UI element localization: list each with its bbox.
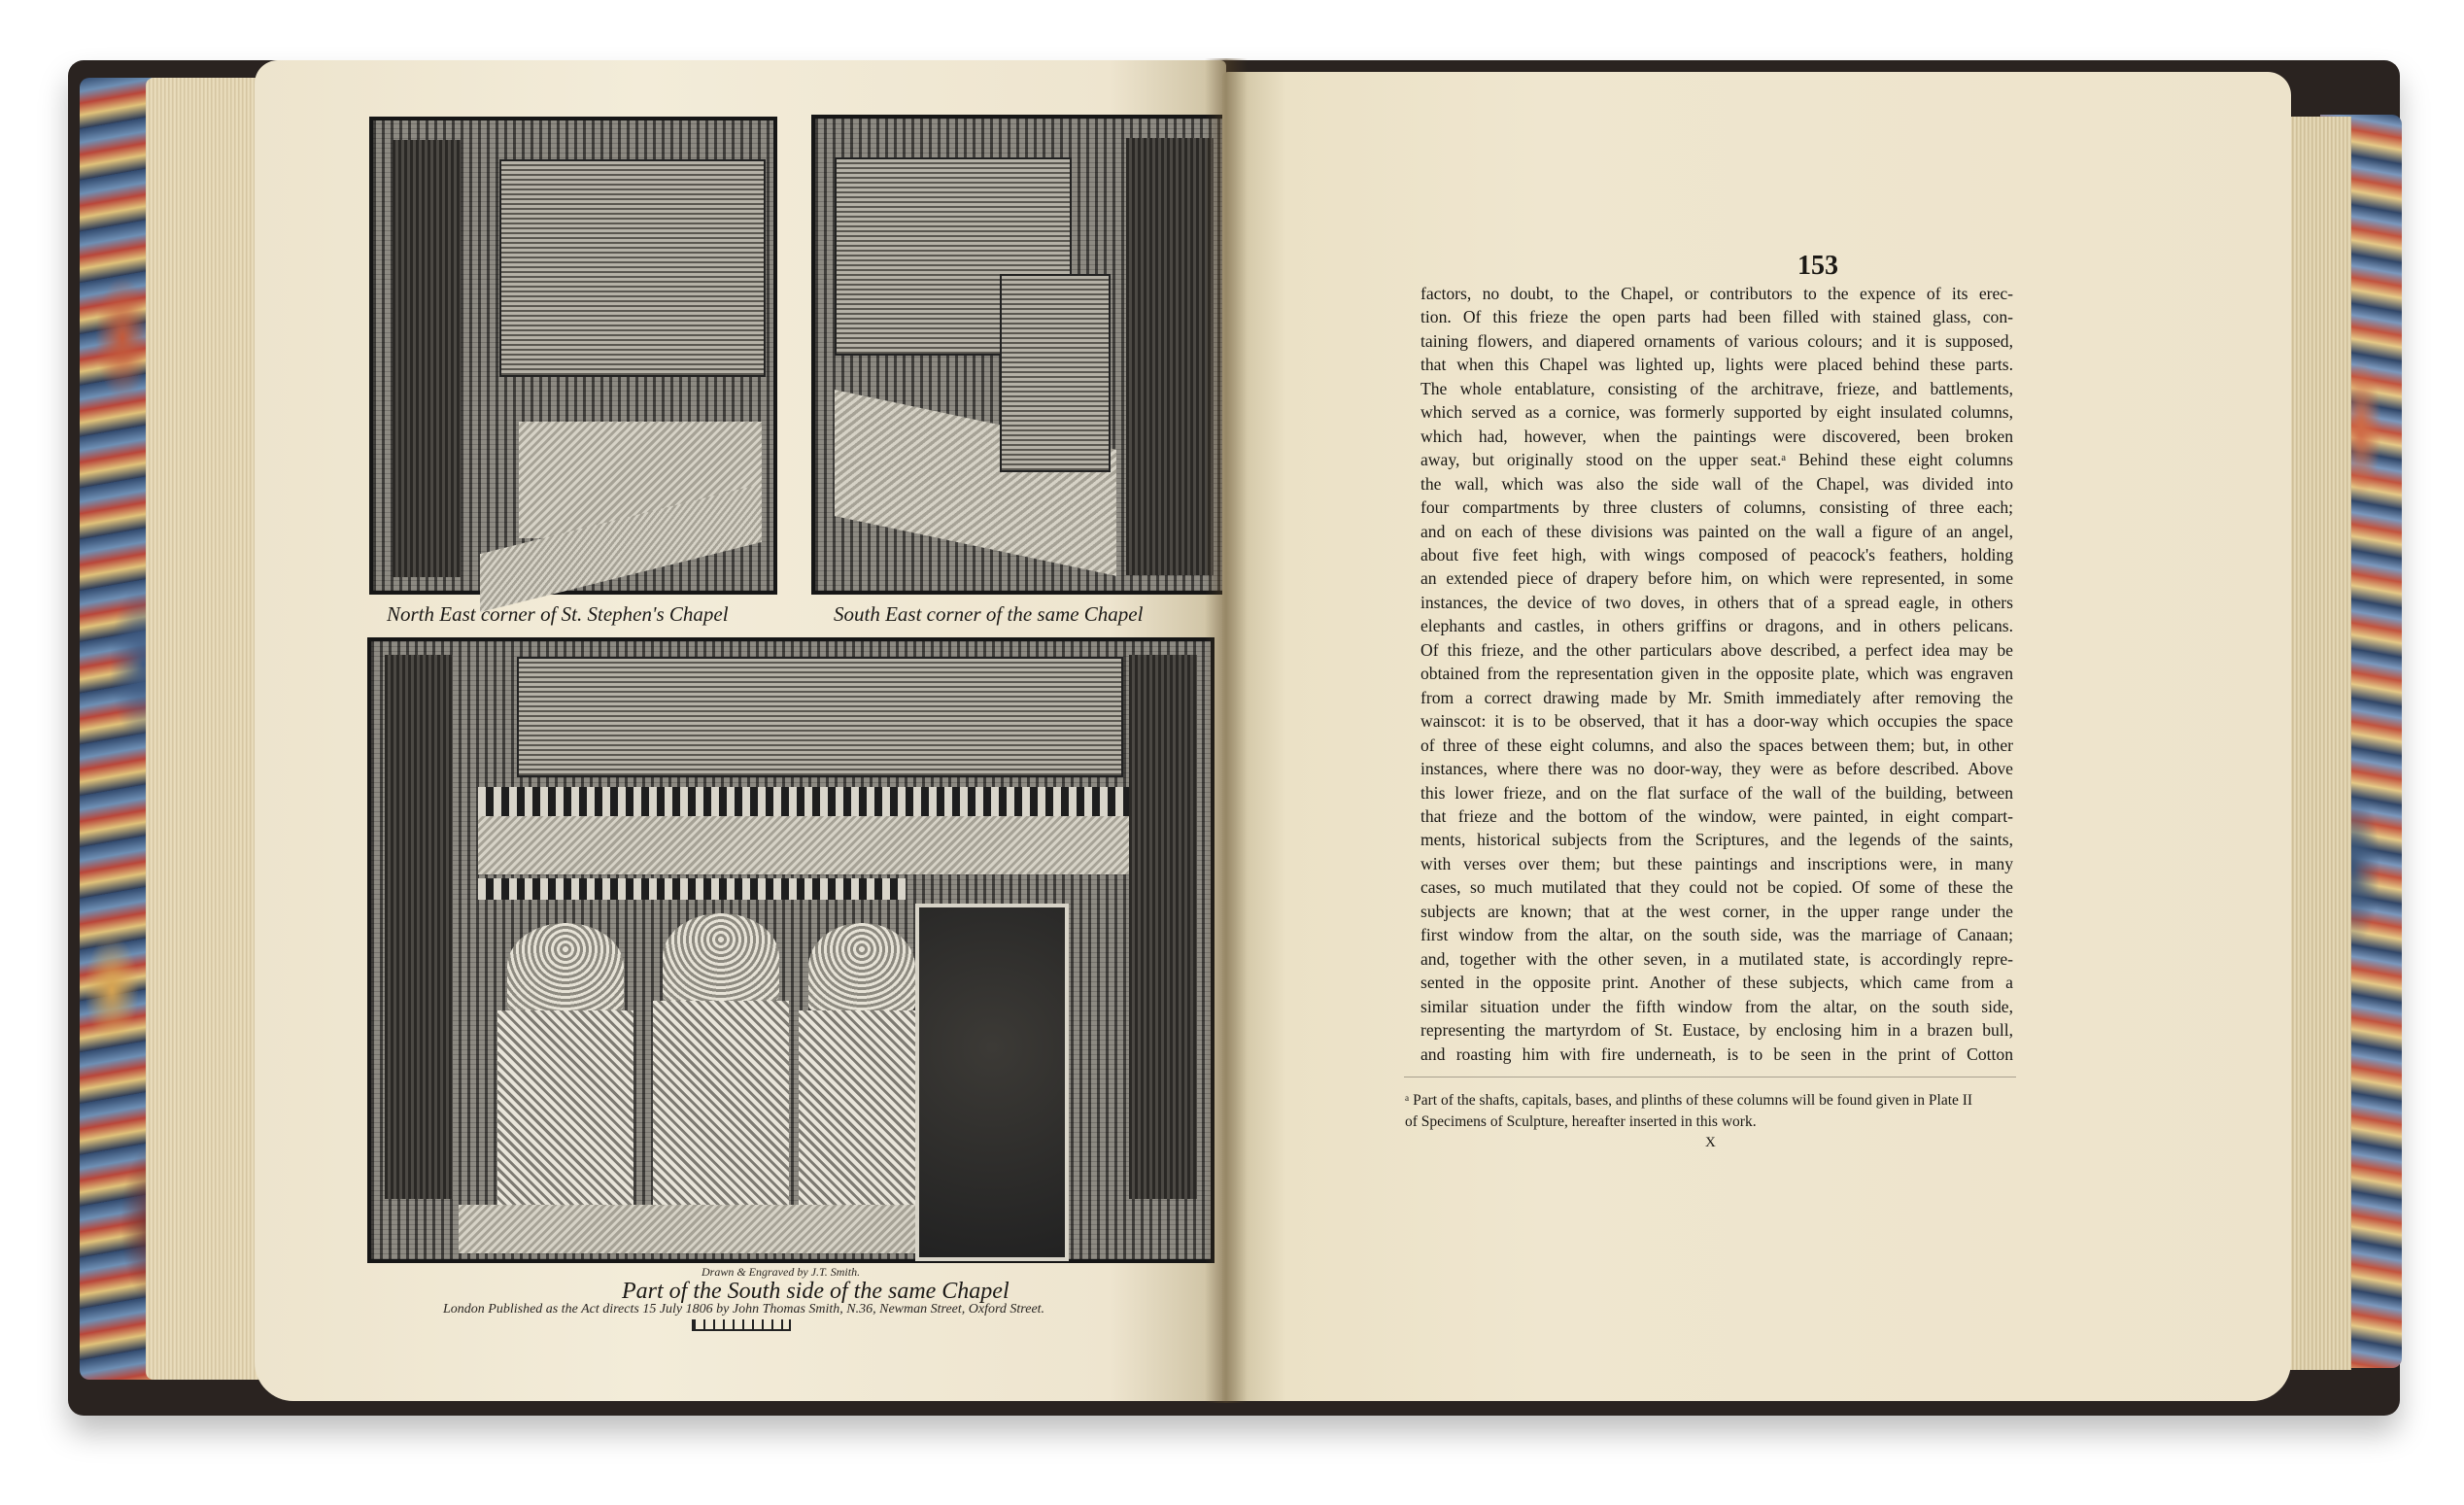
text-line: taining flowers, and diapered ornaments of various colours; and it is supposed, <box>1420 330 2013 351</box>
publisher-imprint: London Published as the Act directs 15 July 1806 by John Thomas Smith, N.36, Newman Street, Oxford Street. <box>443 1302 1045 1317</box>
plate-caption: Part of the South side of the same Chapel <box>622 1279 1010 1304</box>
plate-south-side-chapel <box>367 637 1215 1263</box>
plate-north-east-corner <box>369 117 777 595</box>
text-line: ments, historical subjects from the Scriptures, and the legends of the saints, <box>1420 830 2013 850</box>
text-line: that when this Chapel was lighted up, lights were placed behind these parts. <box>1420 355 2013 375</box>
text-line: representing the martyrdom of St. Eustace, by enclosing him in a brazen bull, <box>1420 1020 2013 1041</box>
text-line: sented in the opposite print. Another of these subjects, which came from a <box>1420 973 2013 993</box>
text-line: factors, no doubt, to the Chapel, or contributors to the expence of its erec- <box>1420 284 2013 303</box>
text-line: and on each of these divisions was painted on the wall a figure of an angel, <box>1420 521 2013 541</box>
text-line: an extended piece of drapery before him, on which were represented, in some <box>1420 568 2013 589</box>
text-line: and roasting him with fire underneath, is to be seen in the print of Cotton <box>1420 1043 2013 1064</box>
text-line: instances, where there was no door-way, they were as before described. Above <box>1420 759 2013 779</box>
text-line: away, but originally stood on the upper seat.ᵃ Behind these eight columns <box>1420 450 2013 470</box>
text-line: from a correct drawing made by Mr. Smith immediately after removing the <box>1420 687 2013 707</box>
text-line: four compartments by three clusters of columns, consisting of three each; <box>1420 497 2013 518</box>
text-line: tion. Of this frieze the open parts had been filled with stained glass, con- <box>1420 307 2013 327</box>
scale-bar <box>692 1319 791 1331</box>
text-line: and, together with the other seven, in a mutilated state, is accordingly repre- <box>1420 948 2013 969</box>
plate-south-east-corner <box>811 115 1227 595</box>
text-line: subjects are known; that at the west corner, in the upper range under the <box>1420 901 2013 921</box>
text-line: cases, so much mutilated that they could not be copied. Of some of these the <box>1420 877 2013 898</box>
footnote-line: of Specimens of Sculpture, hereafter inserted in this work. <box>1405 1113 1757 1130</box>
page-number: 153 <box>1797 251 1838 281</box>
gutter-shadow <box>1205 58 1248 1403</box>
footnote-line: ᵃ Part of the shafts, capitals, bases, and plinths of these columns will be found given in Plate II <box>1405 1092 1973 1109</box>
text-line: this lower frieze, and on the flat surface of the wall of the building, between <box>1420 782 2013 803</box>
text-line: of three of these eight columns, and also the spaces between them; but, in other <box>1420 735 2013 755</box>
text-line: obtained from the representation given in the opposite plate, which was engraven <box>1420 664 2013 684</box>
text-line: wainscot: it is to be observed, that it has a door-way which occupies the space <box>1420 711 2013 732</box>
text-line: elephants and castles, in others griffins or dragons, and in others pelicans. <box>1420 616 2013 636</box>
text-line: which had, however, when the paintings were discovered, been broken <box>1420 426 2013 446</box>
text-line: about five feet high, with wings composed of peacock's feathers, holding <box>1420 544 2013 564</box>
text-line: The whole entablature, consisting of the architrave, frieze, and battlements, <box>1420 378 2013 398</box>
body-text <box>1420 282 2013 1066</box>
text-line: Of this frieze, and the other particulars above described, a perfect idea may be <box>1420 639 2013 660</box>
text-line: that frieze and the bottom of the window, were painted, in eight compart- <box>1420 805 2013 826</box>
text-line: with verses over them; but these paintings and inscriptions were, in many <box>1420 853 2013 873</box>
text-line: first window from the altar, on the south side, was the marriage of Canaan; <box>1420 925 2013 945</box>
text-line: similar situation under the fifth window from the altar, on the south side, <box>1420 996 2013 1016</box>
text-line: instances, the device of two doves, in others that of a spread eagle, in others <box>1420 592 2013 612</box>
text-line: which served as a cornice, was formerly supported by eight insulated columns, <box>1420 402 2013 423</box>
footnote <box>1405 1090 2017 1133</box>
engraver-credit: Drawn & Engraved by J.T. Smith. <box>702 1265 861 1279</box>
text-line: the wall, which was also the side wall of the Chapel, was divided into <box>1420 473 2013 494</box>
signature-mark: X <box>1705 1135 1716 1150</box>
plate-caption: South East corner of the same Chapel <box>834 602 1144 626</box>
plate-caption: North East corner of St. Stephen's Chapel <box>387 602 729 626</box>
